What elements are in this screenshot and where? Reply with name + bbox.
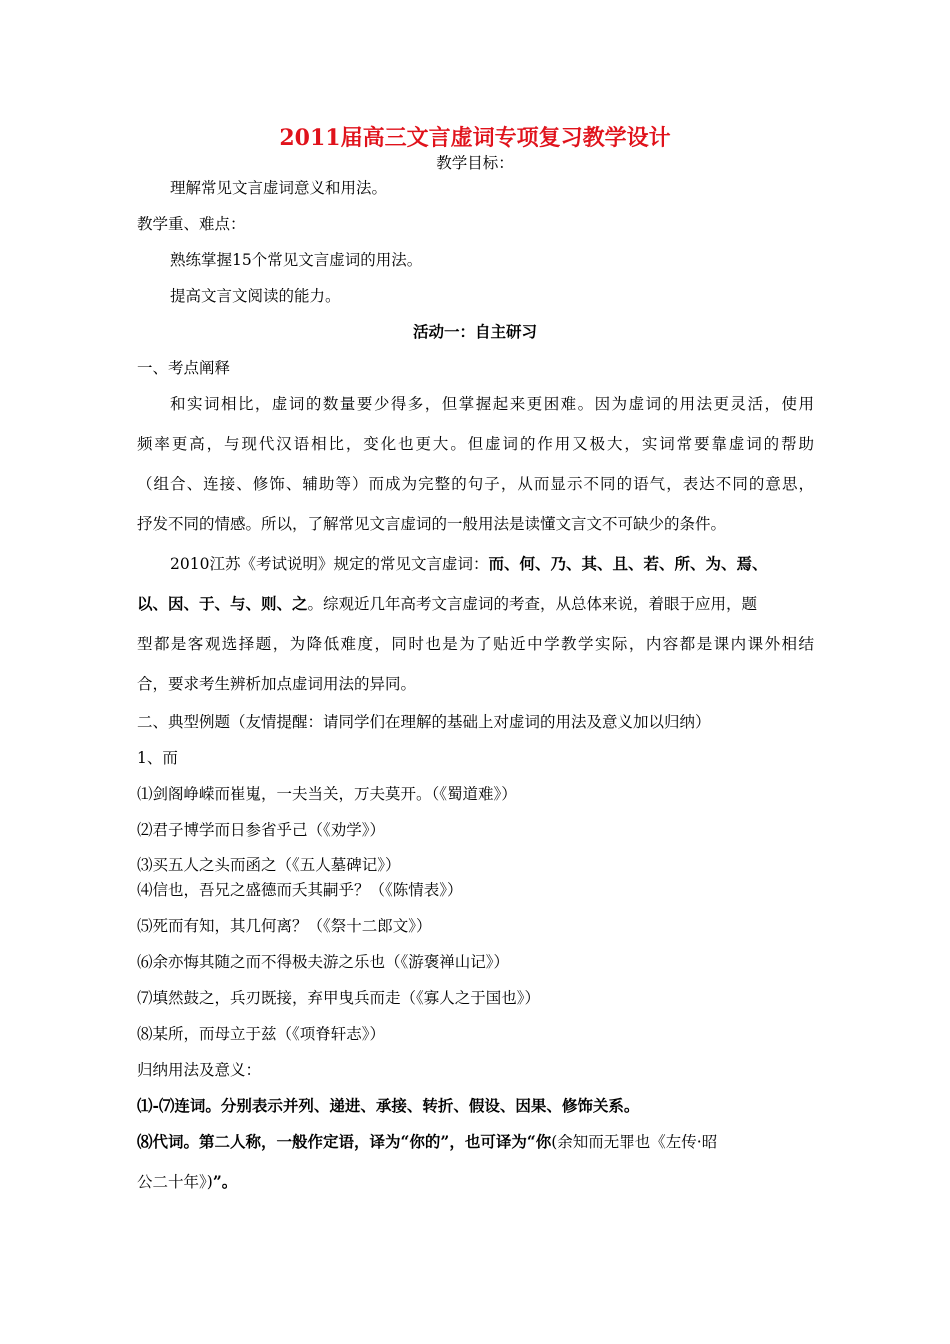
activity-heading: 活动一：自主研习 [412,322,537,341]
example-6: ⑹余亦悔其随之而不得极夫游之乐也（《游褒禅山记》） [137,953,510,971]
paragraph2-line2 [137,594,757,614]
paragraph2-text: 。综观近几年高考文言虚词的考查，从总体来说，着眼于应用，题 [307,595,758,613]
paragraph1-line4: 抒发不同的情感。所以，了解常见文言虚词的一般用法是读懂文言文不可缺少的条件。 [137,515,727,533]
paragraph2-line4: 合，要求考生辨析加点虚词用法的异同。 [137,675,417,693]
paragraph1-line2: 频率更高，与现代汉语相比，变化也更大。但虚词的作用又极大，实词常要靠虚词的帮助 [137,435,814,453]
summary-line-1: ⑴-⑺连词。分别表示并列、递进、承接、转折、假设、因果、修饰关系。 [137,1096,640,1115]
paragraph1-line3: （组合、连接、修饰、辅助等）而成为完整的句子，从而显示不同的语气，表达不同的意思， [137,475,814,493]
example-1: ⑴剑阁峥嵘而崔嵬，一夫当关，万夫莫开。（《蜀道难》） [137,785,517,803]
section1-heading: 一、考点阐释 [137,359,231,377]
section2-heading: 二、典型例题（友情提醒：请同学们在理解的基础上对虚词的用法及意义加以归纳） [137,713,711,731]
summary-citation: (余知而无罪也《左传·昭 [551,1133,718,1151]
item1-heading: 1、而 [137,749,178,767]
summary-text: ⑻代词。第二人称，一般作定语，译为“你的”，也可译为“你 [137,1132,552,1151]
example-5: ⑸死而有知，其几何离？（《祭十二郎文》） [137,917,432,935]
paragraph2-text: 2010江苏《考试说明》规定的常见文言虚词： [170,555,489,573]
summary-line-2 [137,1132,717,1152]
example-7: ⑺填然鼓之，兵刃既接，弃甲曳兵而走（《寡人之于国也》） [137,989,541,1007]
paragraph1-line1: 和实词相比，虚词的数量要少得多，但掌握起来更困难。因为虚词的用法更灵活，使用 [170,395,814,413]
summary-line-3 [137,1172,237,1192]
example-8: ⑻某所，而母立于兹（《项脊轩志》） [137,1025,386,1043]
function-word-list: 而、何、乃、其、且、若、所、为、焉、 [488,554,768,573]
objective-text: 理解常见文言虚词意义和用法。 [170,179,388,197]
document-title: 2011届高三文言虚词专项复习教学设计 [279,125,671,151]
key-point-1: 熟练掌握15个常见文言虚词的用法。 [170,251,423,269]
example-4: ⑷信也，吾兄之盛德而夭其嗣乎？（《陈情表》） [137,881,463,899]
function-word-list: 以、因、于、与、则、之 [137,594,308,613]
example-2: ⑵君子博学而日参省乎己（《劝学》） [137,821,386,839]
paragraph2-line1 [170,554,767,574]
summary-text: ”。 [212,1172,238,1191]
key-points-heading: 教学重、难点： [137,215,246,233]
summary-citation: 公二十年》) [137,1173,213,1191]
objectives-heading: 教学目标： [436,154,514,172]
example-3: ⑶买五人之头而函之（《五人墓碑记》） [137,856,401,874]
key-point-2: 提高文言文阅读的能力。 [170,287,341,305]
paragraph2-line3: 型都是客观选择题，为降低难度，同时也是为了贴近中学教学实际，内容都是课内课外相结 [137,635,814,653]
summary-heading: 归纳用法及意义： [137,1061,262,1079]
